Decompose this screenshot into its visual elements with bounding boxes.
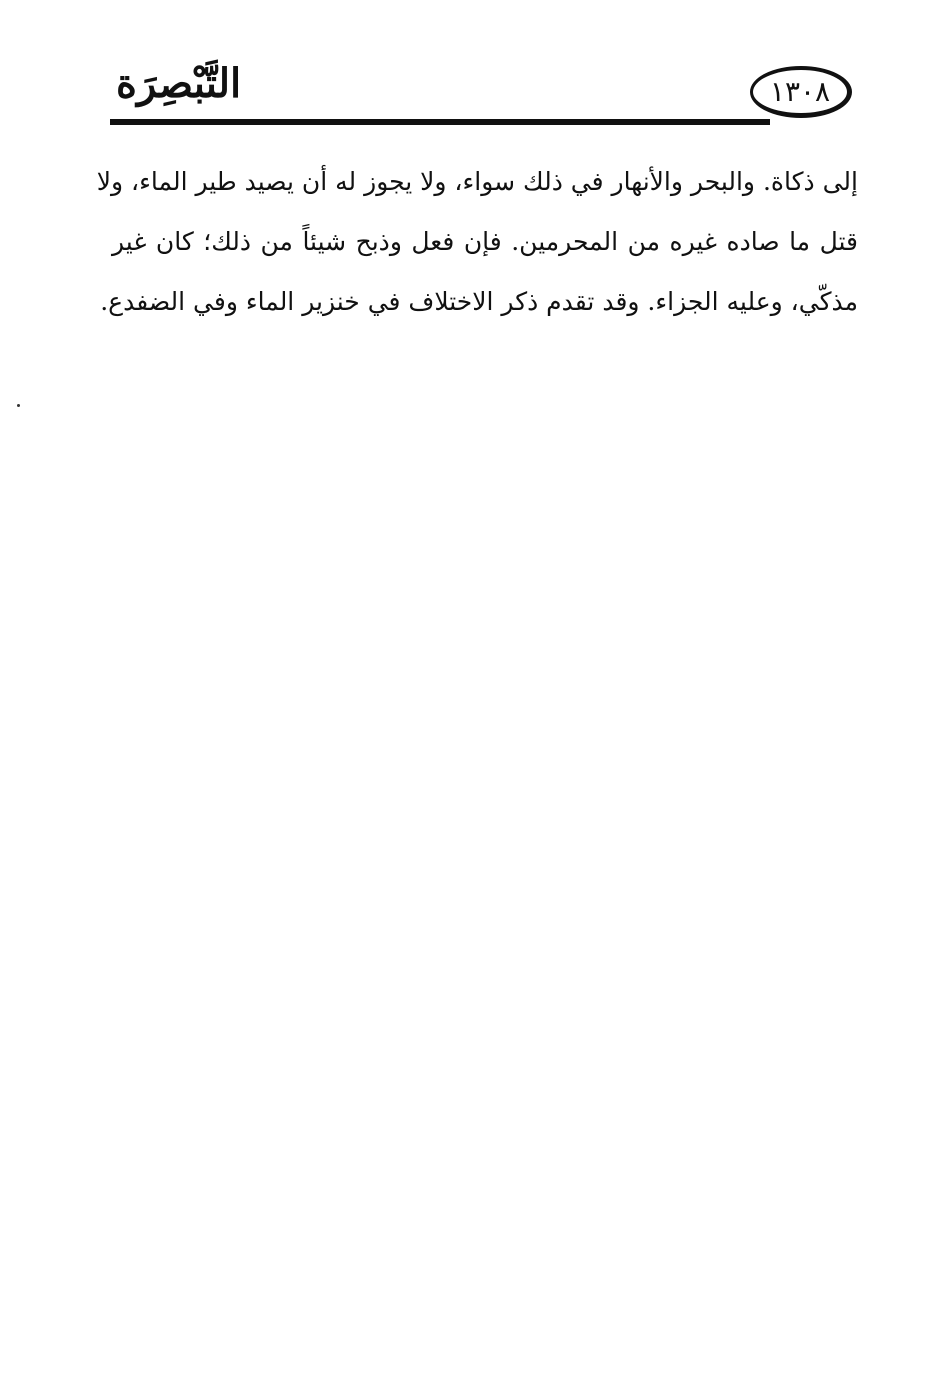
page-number: ١٣٠٨	[769, 74, 831, 108]
scan-speck	[17, 404, 20, 407]
book-title: التَّبْصِرَة	[116, 60, 242, 107]
page-number-frame	[750, 66, 852, 118]
text-line: قتل ما صاده غيره من المحرمين. فإن فعل وذبح شيئاً من ذلك؛ كان غير	[112, 227, 858, 256]
header-rule	[110, 119, 770, 125]
text-line: مذكّي، وعليه الجزاء. وقد تقدم ذكر الاختلاف في خنزير الماء وفي الضفدع.	[100, 287, 858, 316]
body-text	[96, 152, 858, 332]
page-header	[110, 56, 860, 130]
text-line: إلى ذكاة. والبحر والأنهار في ذلك سواء، ولا يجوز له أن يصيد طير الماء، ولا	[96, 167, 858, 196]
